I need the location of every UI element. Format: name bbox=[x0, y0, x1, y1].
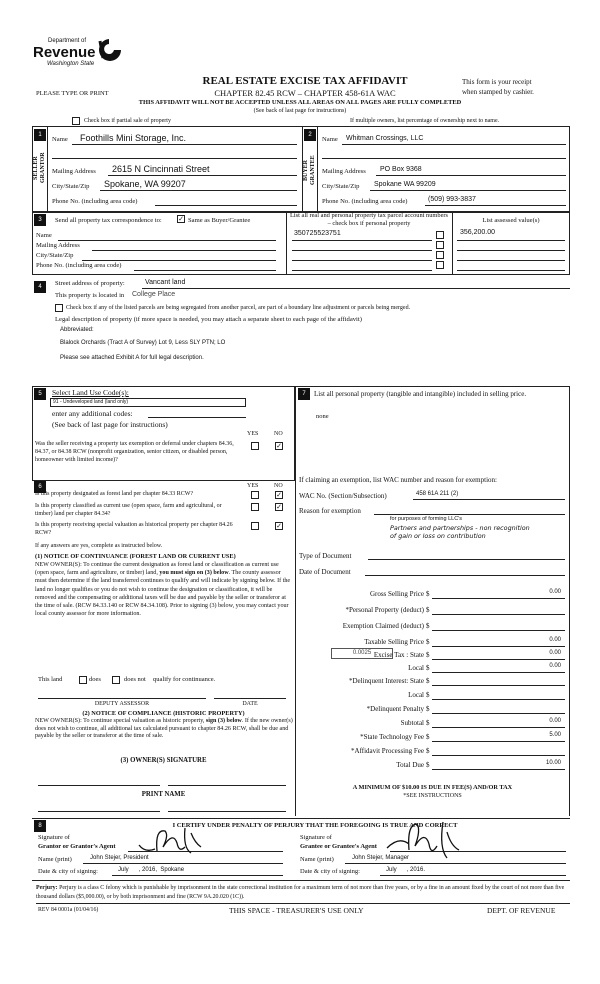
qualify-label: qualify for continuance. bbox=[153, 676, 216, 683]
corr-name-field[interactable] bbox=[58, 240, 276, 241]
personal-property-label: List all personal property (tangible and intangible) included in selling price. bbox=[314, 390, 527, 398]
currency-symbol: $ bbox=[426, 719, 430, 727]
treasurer-use-only: THIS SPACE - TREASURER'S USE ONLY bbox=[229, 906, 364, 915]
legal-description-label: Legal description of property (if more space is needed, you may attach a separate sheet to each page of the affidavit) bbox=[55, 316, 362, 323]
amount-label: Excise Tax : State bbox=[373, 651, 424, 659]
assessed-value[interactable]: 356,200.00 bbox=[460, 229, 496, 236]
corr-address-label: Mailing Address bbox=[36, 242, 80, 249]
no-header: NO bbox=[274, 431, 283, 437]
segregated-label: Check box if any of the listed parcels are being segregated from another parcel, are part of a boundary line adjustment or parcels being merged. bbox=[66, 305, 411, 311]
see-back: (See back of last page for instructions) bbox=[253, 108, 347, 114]
notice-compliance-text: NEW OWNER(S): To continue special valuation as historic property, sign (3) below. If the new owner(s) does not wish to continue, all additional tax calculated pursuant to chapter 84.26 RCW, shall be due and payable by the seller or transferor at the time of sale. bbox=[35, 718, 293, 739]
amount-label: *State Technology Fee bbox=[360, 733, 424, 741]
notice-continuance-text: NEW OWNER(S): To continue the current designation as forest land or classification as current use (open space, farm and agriculture, or timber) land, you must sign on (3) below. The county assessor must then determine if the land transferred continues to qualify and will indicate by signing below. If the land no longer qualifies or you do not wish to continue the designation or classification, it will be removed and the compensating or additional taxes will be due and payable by the seller or transferor at the time of sale. (RCW 84.33.140 or RCW 84.34.108). Prior to signing (3) below, you may contact your local county assessor for more information. bbox=[35, 562, 291, 618]
grantor-agent-label: Grantor or Grantor's Agent bbox=[38, 843, 116, 850]
seller-city-field[interactable]: Spokane, WA 99207 bbox=[104, 179, 186, 189]
corr-phone-field[interactable] bbox=[134, 270, 276, 271]
personal-property-checkbox[interactable] bbox=[436, 241, 444, 249]
date-of-document-field[interactable] bbox=[365, 575, 565, 576]
seller-address-field[interactable]: 2615 N Cincinnati Street bbox=[112, 164, 210, 174]
amount-value[interactable]: 0.00 bbox=[549, 718, 561, 724]
corr-address-field[interactable] bbox=[92, 250, 276, 251]
reason-label: Reason for exemption bbox=[299, 507, 361, 515]
currency-symbol: $ bbox=[426, 622, 430, 630]
amount-value[interactable]: 0.00 bbox=[549, 637, 561, 643]
revenue-logo-icon bbox=[94, 36, 124, 62]
date-of-document-label: Date of Document bbox=[299, 568, 351, 576]
does-label: does bbox=[89, 676, 101, 683]
exhibit-note: Please see attached Exhibit A for full legal description. bbox=[60, 355, 204, 361]
type-of-document-label: Type of Document bbox=[299, 552, 352, 560]
historical-yes-checkbox[interactable] bbox=[251, 522, 259, 530]
grantor-date-field[interactable]: July , 2016, Spokane bbox=[118, 867, 185, 873]
assessed-value[interactable] bbox=[457, 270, 565, 271]
personal-property-checkbox[interactable] bbox=[436, 261, 444, 269]
perjury-notice: Perjury: Perjury is a class C felony which is punishable by imprisonment in the state correctional institution for a maximum term of not more than five years, or by a fine in an amount fixed by the court of not more than five thousand dollars ($5,000.00), or by both imprisonment and fine (RCW 9A.20.020 (1C)). bbox=[36, 885, 565, 900]
reason-handwritten: Partners and partnerships - non recognition of gain or loss on contribution bbox=[390, 524, 530, 540]
historical-no-checkbox[interactable]: ✓ bbox=[276, 522, 282, 530]
corr-name-label: Name bbox=[36, 232, 52, 239]
grantee-date-label: Date & city of signing: bbox=[300, 868, 360, 875]
seller-name-field[interactable]: Foothills Mini Storage, Inc. bbox=[80, 133, 187, 143]
additional-codes-field[interactable] bbox=[148, 417, 246, 418]
amount-label: Subtotal bbox=[400, 719, 424, 727]
notice-continuance-title: (1) NOTICE OF CONTINUANCE (FOREST LAND OR CURRENT USE) bbox=[35, 553, 236, 560]
date-label: DATE bbox=[242, 701, 258, 707]
multiple-owners-note: If multiple owners, list percentage of ownership next to name. bbox=[350, 118, 500, 124]
signature-of-label: Signature of bbox=[38, 834, 70, 841]
land-use-code-select[interactable]: 91 - Undeveloped land (land only) bbox=[50, 398, 246, 407]
yes-header: YES bbox=[247, 483, 259, 489]
does-not-checkbox[interactable] bbox=[112, 676, 120, 684]
grantor-signature-icon bbox=[135, 823, 205, 858]
grantor-name-field[interactable]: John Stejer, President bbox=[90, 855, 149, 861]
notice-compliance-title: (2) NOTICE OF COMPLIANCE (HISTORIC PROPERTY) bbox=[82, 710, 245, 717]
divider bbox=[47, 126, 48, 212]
parcel-header: List all real and personal property tax parcel account numbers – check box if personal property bbox=[289, 212, 449, 227]
amount-label: Exemption Claimed (deduct) bbox=[342, 622, 424, 630]
current-use-no-checkbox[interactable]: ✓ bbox=[276, 503, 282, 511]
warning: THIS AFFIDAVIT WILL NOT BE ACCEPTED UNLESS ALL AREAS ON ALL PAGES ARE FULLY COMPLETED bbox=[138, 99, 462, 106]
assessor-date-field[interactable] bbox=[214, 698, 286, 699]
print-name-title: PRINT NAME bbox=[141, 791, 186, 798]
deputy-assessor-label: DEPUTY ASSESSOR bbox=[94, 701, 150, 707]
amount-label: Gross Selling Price bbox=[369, 590, 424, 598]
parcel-number[interactable] bbox=[292, 270, 432, 271]
section-number-3: 3 bbox=[34, 214, 46, 226]
receipt-note-2: when stamped by cashier. bbox=[462, 88, 534, 96]
buyer-name-field[interactable]: Whitman Crossings, LLC bbox=[346, 135, 424, 142]
amount-label: Local bbox=[408, 691, 424, 699]
amount-label: Local bbox=[408, 664, 424, 672]
currency-symbol: $ bbox=[426, 590, 430, 598]
seller-side-label: SELLER GRANTOR bbox=[33, 152, 46, 184]
signature-of-label: Signature of bbox=[300, 834, 332, 841]
same-as-buyer-checkbox[interactable]: ✓ bbox=[178, 215, 184, 223]
seller-phone-label: Phone No. (including area code) bbox=[52, 198, 138, 205]
buyer-address-label: Mailing Address bbox=[322, 168, 366, 175]
legal-description[interactable]: Blalock Orchards (Tract A of Survey) Lot 9, Less SLY PTN; LO bbox=[60, 340, 226, 346]
amount-value[interactable]: 0.00 bbox=[549, 663, 561, 669]
located-field[interactable]: College Place bbox=[132, 291, 176, 298]
grantor-date-label: Date & city of signing: bbox=[38, 868, 98, 875]
grantee-name-field[interactable]: John Stejer, Manager bbox=[352, 855, 410, 861]
print-name-field[interactable] bbox=[168, 811, 286, 812]
exemption-claim-label: If claiming an exemption, list WAC number and reason for exemption: bbox=[299, 476, 497, 484]
form-number: REV 84 0001a (01/04/16) bbox=[38, 907, 99, 913]
type-of-document-field[interactable] bbox=[368, 559, 565, 560]
seller-address-label: Mailing Address bbox=[52, 168, 96, 175]
owner-signature-field[interactable] bbox=[38, 785, 160, 786]
buyer-city-field[interactable]: Spokane WA 99209 bbox=[374, 181, 436, 188]
abbreviated-label: Abbreviated: bbox=[60, 327, 94, 333]
owner-signature-title: (3) OWNER(S) SIGNATURE bbox=[120, 757, 207, 764]
amount-label: Taxable Selling Price bbox=[364, 638, 424, 646]
currency-symbol: $ bbox=[426, 733, 430, 741]
amount-label: *Delinquent Interest: State bbox=[348, 677, 424, 685]
see-instructions: *SEE INSTRUCTIONS bbox=[403, 793, 462, 799]
currency-symbol: $ bbox=[426, 638, 430, 646]
buyer-side-label: BUYER GRANTEE bbox=[303, 155, 316, 185]
print-name-field[interactable] bbox=[38, 811, 160, 812]
currency-symbol: $ bbox=[426, 747, 430, 755]
buyer-city-label: City/State/Zip bbox=[322, 183, 360, 190]
forest-land-question: Is this property designated as forest land per chapter 84.33 RCW? bbox=[35, 491, 194, 497]
amount-value[interactable]: 0.00 bbox=[549, 589, 561, 595]
buyer-phone-field[interactable]: (509) 993-3837 bbox=[428, 196, 476, 203]
amount-value[interactable]: 0.00 bbox=[549, 650, 561, 656]
does-checkbox[interactable] bbox=[79, 676, 87, 684]
currency-symbol: $ bbox=[426, 677, 430, 685]
buyer-name-label: Name bbox=[322, 136, 338, 143]
land-use-label: Select Land Use Code(s): bbox=[52, 388, 129, 397]
this-land-label: This land bbox=[38, 676, 63, 683]
seller-name-label: Name bbox=[52, 136, 68, 143]
wac-label: WAC No. (Section/Subsection) bbox=[299, 492, 387, 500]
yes-header: YES bbox=[247, 431, 259, 437]
form-title: REAL ESTATE EXCISE TAX AFFIDAVIT bbox=[202, 75, 408, 87]
logo-state: Washington State bbox=[47, 61, 95, 67]
grantor-name-label: Name (print) bbox=[38, 856, 72, 863]
amount-label: *Personal Property (deduct) bbox=[345, 606, 424, 614]
section-number-4: 4 bbox=[34, 281, 46, 293]
partial-sale-label: Check box if partial sale of property bbox=[84, 118, 171, 124]
personal-property-checkbox[interactable] bbox=[436, 251, 444, 259]
personal-property-checkbox[interactable] bbox=[436, 231, 444, 239]
assessed-value-header: List assessed value(s) bbox=[482, 217, 540, 224]
exemption-no-checkbox[interactable]: ✓ bbox=[276, 442, 282, 450]
section-number-8: 8 bbox=[34, 820, 46, 832]
exemption-yes-checkbox[interactable] bbox=[251, 442, 259, 450]
currency-symbol: $ bbox=[426, 761, 430, 769]
additional-codes-label: enter any additional codes: bbox=[52, 409, 133, 418]
please-type: PLEASE TYPE OR PRINT bbox=[36, 90, 109, 97]
located-label: This property is located in bbox=[55, 292, 125, 299]
no-header: NO bbox=[274, 483, 283, 489]
chapter: CHAPTER 82.45 RCW – CHAPTER 458-61A WAC bbox=[214, 88, 396, 98]
does-not-label: does not bbox=[124, 676, 146, 683]
current-use-question: Is this property classified as current use (open space, farm and agricultural, or timber) land per chapter 84.34? bbox=[35, 503, 222, 517]
currency-symbol: $ bbox=[426, 651, 430, 659]
same-as-buyer-label: Same as Buyer/Grantee bbox=[188, 217, 251, 224]
if-yes-note: If any answers are yes, complete as instructed below. bbox=[35, 543, 163, 549]
parcel-number[interactable]: 350725523751 bbox=[294, 230, 341, 237]
forest-no-checkbox[interactable]: ✓ bbox=[276, 491, 282, 499]
logo-dept: Department of bbox=[48, 38, 87, 44]
divider bbox=[317, 126, 318, 212]
grantee-name-label: Name (print) bbox=[300, 856, 334, 863]
section-number-5: 5 bbox=[34, 388, 46, 400]
amount-label: Total Due bbox=[396, 761, 424, 769]
parcel-number[interactable] bbox=[292, 250, 432, 251]
land-use-instructions: (See back of last page for instructions) bbox=[52, 420, 168, 429]
currency-symbol: $ bbox=[426, 664, 430, 672]
buyer-address-field[interactable]: PO Box 9368 bbox=[380, 166, 422, 173]
street-address-label: Street address of property: bbox=[55, 280, 125, 287]
section-number-6: 6 bbox=[34, 481, 46, 493]
logo-name: Revenue bbox=[33, 44, 96, 61]
exemption-question: Was the seller receiving a property tax exemption or deferral under chapters 84.36, 84.37, or 84.38 RCW (nonprofit organization, senior citizen, or disabled person, homeowner with limited income)? bbox=[35, 441, 234, 463]
segregated-checkbox[interactable] bbox=[55, 304, 63, 312]
correspondence-label: Send all property tax correspondence to: bbox=[55, 217, 162, 224]
local-rate-field[interactable]: 0.0025 bbox=[331, 648, 393, 659]
current-use-yes-checkbox[interactable] bbox=[251, 503, 259, 511]
seller-city-label: City/State/Zip bbox=[52, 183, 90, 190]
currency-symbol: $ bbox=[426, 705, 430, 713]
assessed-value[interactable] bbox=[457, 260, 565, 261]
parcel-number[interactable] bbox=[292, 260, 432, 261]
section-number-7: 7 bbox=[298, 388, 310, 400]
partial-sale-checkbox[interactable] bbox=[72, 117, 80, 125]
amount-label: *Affidavit Processing Fee bbox=[351, 747, 424, 755]
section-number-1: 1 bbox=[34, 129, 46, 141]
currency-symbol: $ bbox=[426, 606, 430, 614]
section-number-2: 2 bbox=[304, 129, 316, 141]
owner-signature-field[interactable] bbox=[168, 785, 286, 786]
deputy-assessor-signature[interactable] bbox=[38, 698, 206, 699]
corr-phone-label: Phone No. (including area code) bbox=[36, 262, 122, 269]
wac-field[interactable]: 458 61A 211 (2) bbox=[416, 491, 459, 497]
street-address-field[interactable]: Vancant land bbox=[145, 279, 186, 286]
dept-of-revenue: DEPT. OF REVENUE bbox=[487, 906, 556, 915]
receipt-note-1: This form is your receipt bbox=[462, 78, 532, 86]
certify-statement: I CERTIFY UNDER PENALTY OF PERJURY THAT THE FOREGOING IS TRUE AND CORRECT bbox=[172, 822, 458, 829]
assessed-value[interactable] bbox=[457, 250, 565, 251]
currency-symbol: $ bbox=[426, 691, 430, 699]
grantee-agent-label: Grantee or Grantee's Agent bbox=[300, 843, 377, 850]
minimum-due-note: A MINIMUM OF $10.00 IS DUE IN FEE(S) AND/OR TAX bbox=[352, 784, 513, 791]
reason-field[interactable]: for purposes of forming LLC's bbox=[390, 516, 462, 522]
corr-city-field[interactable] bbox=[82, 260, 276, 261]
historical-question: Is this property receiving special valuation as historical property per chapter 84.26 RCW? bbox=[35, 522, 233, 536]
corr-city-label: City/State/Zip bbox=[36, 252, 74, 259]
amount-value[interactable]: 5.00 bbox=[549, 732, 561, 738]
buyer-phone-label: Phone No. (including area code) bbox=[322, 198, 408, 205]
amount-label: *Delinquent Penalty bbox=[366, 705, 424, 713]
personal-property-value[interactable]: none bbox=[316, 413, 329, 420]
forest-yes-checkbox[interactable] bbox=[251, 491, 259, 499]
grantee-date-field[interactable]: July , 2016. bbox=[386, 867, 426, 873]
amount-value[interactable]: 10.00 bbox=[545, 760, 561, 766]
